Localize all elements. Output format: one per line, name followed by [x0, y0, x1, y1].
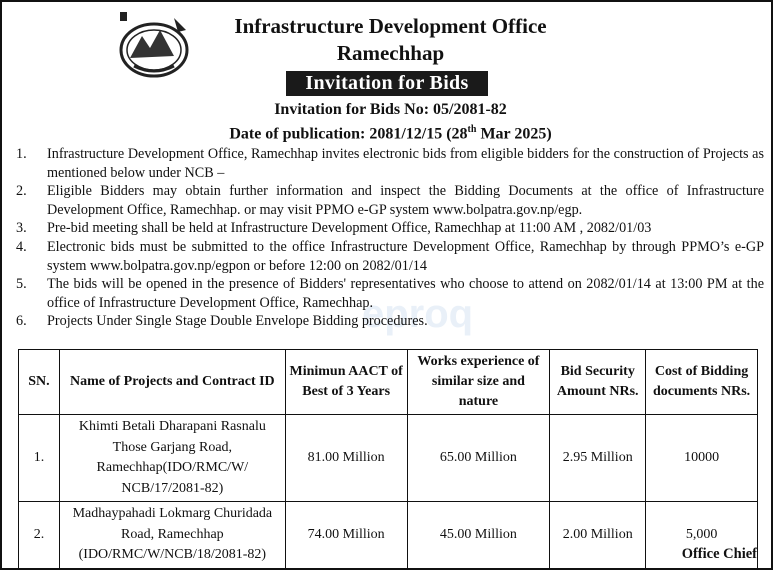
list-item: 4. Electronic bids must be submitted to the office Infrastructure Development Office, Ramechhap by through PPMO’s e-GP system www.bolpatra.gov.np/egpon or before 12:00 on 2082/01/14 [16, 238, 764, 274]
cell-sn: 1. [19, 415, 60, 502]
cell-name: Khimti Betali Dharapani Rasnalu Those Garjang Road, Ramechhap(IDO/RMC/W/ NCB/17/2081-82) [59, 415, 285, 502]
cell-aact: 81.00 Million [285, 415, 407, 502]
cell-security: 2.95 Million [550, 415, 646, 502]
header-name: Name of Projects and Contract ID [59, 350, 285, 415]
projects-table [18, 349, 758, 569]
header-experience: Works experience of similar size and nature [407, 350, 550, 415]
notice-points [16, 145, 764, 331]
publication-date: Date of publication: 2081/12/15 (28th Mar 2025) [229, 124, 552, 143]
cell-cost: 5,000 [646, 502, 758, 569]
table-row [19, 502, 758, 569]
list-item: 5. The bids will be opened in the presence of Bidders' representatives who choose to attend on 2082/01/14 at 13:00 PM at the office of Infrastructure Development Office, Ramechhap. [16, 276, 764, 311]
cell-experience: 65.00 Million [407, 415, 550, 502]
bid-number: Invitation for Bids No: 05/2081-82 [274, 101, 507, 118]
cell-aact: 74.00 Million [285, 502, 407, 569]
cell-cost: 10000 [646, 415, 758, 502]
list-item: 1. Infrastructure Development Office, Ramechhap invites electronic bids from eligible bidders for the construction of Projects as mentioned below under NCB – [16, 146, 764, 181]
header-sn: SN. [19, 350, 60, 415]
list-item: 2. Eligible Bidders may obtain further information and inspect the Bidding Documents at the office of Infrastructure Development Office, Ramechhap. or may visit PPMO e-GP system www.bolpatra.gov.np/egp. [16, 183, 764, 218]
cell-sn: 2. [19, 502, 60, 569]
table-header-row [19, 350, 758, 415]
cell-security: 2.00 Million [550, 502, 646, 569]
signature-office-chief: Office Chief [681, 546, 757, 562]
invitation-banner: Invitation for Bids [286, 71, 488, 96]
cell-experience: 45.00 Million [407, 502, 550, 569]
list-item: 3. Pre-bid meeting shall be held at Infrastructure Development Office, Ramechhap at 11:00 AM , 2082/01/03 [16, 220, 652, 237]
table-row [19, 415, 758, 502]
header-aact: Minimun AACT of Best of 3 Years [285, 350, 407, 415]
office-location: Ramechhap [336, 41, 445, 65]
header-security: Bid Security Amount NRs. [550, 350, 646, 415]
header-cost: Cost of Bidding documents NRs. [646, 350, 758, 415]
office-title: Infrastructure Development Office [234, 14, 547, 38]
watermark: eproq [362, 292, 474, 336]
list-item: 6. Projects Under Single Stage Double Envelope Bidding procedures. [16, 313, 428, 330]
cell-name: Madhaypahadi Lokmarg Churidada Road, Ramechhap (IDO/RMC/W/NCB/18/2081-82) [59, 502, 285, 569]
